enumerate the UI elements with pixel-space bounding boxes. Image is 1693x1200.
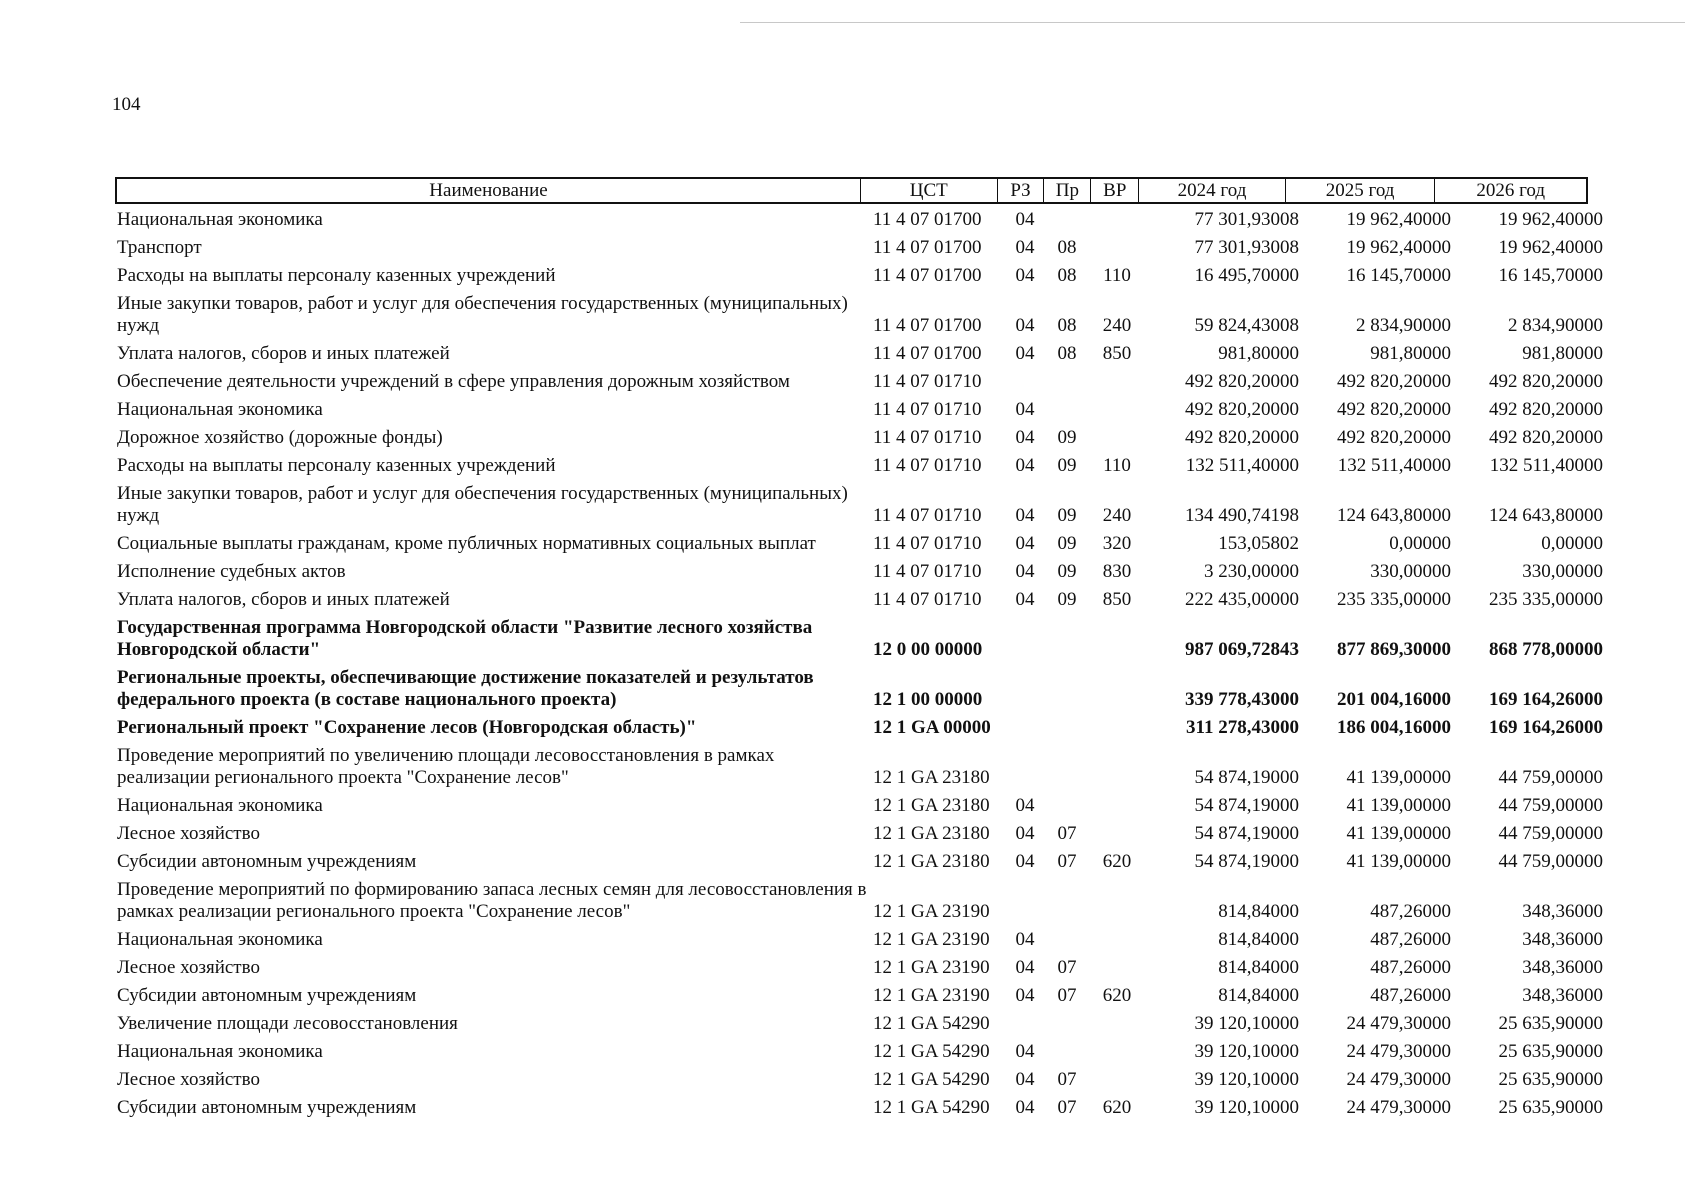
table-row — [115, 452, 1605, 480]
table-row — [115, 530, 1605, 558]
row-value-2024: 77 301,93008 — [1194, 237, 1299, 258]
header-vr: ВР — [1091, 179, 1139, 202]
row-value-2025: 487,26000 — [1370, 929, 1451, 950]
row-cst: 12 1 GA 23190 — [873, 929, 990, 950]
row-name: Субсидии автономным учреждениям — [117, 851, 417, 872]
row-cst: 12 1 GA 23190 — [873, 985, 990, 1006]
row-name: Национальная экономика — [117, 1041, 323, 1062]
row-name: Уплата налогов, сборов и иных платежей — [117, 343, 450, 364]
row-pr: 09 — [1057, 427, 1077, 448]
row-value-2026: 19 962,40000 — [1498, 237, 1603, 258]
row-cst: 11 4 07 01710 — [873, 505, 982, 526]
row-name: Исполнение судебных актов — [117, 561, 346, 582]
row-name: Иные закупки товаров, работ и услуг для обеспечения государственных (муниципальных) нужд — [117, 483, 848, 526]
row-value-2024: 132 511,40000 — [1185, 455, 1299, 476]
row-value-2026: 25 635,90000 — [1498, 1097, 1603, 1118]
row-value-2025: 24 479,30000 — [1346, 1013, 1451, 1034]
row-value-2026: 0,00000 — [1541, 533, 1603, 554]
row-value-2024: 222 435,00000 — [1185, 589, 1299, 610]
row-rz: 04 — [1015, 957, 1035, 978]
row-rz: 04 — [1015, 851, 1035, 872]
row-value-2025: 2 834,90000 — [1356, 315, 1451, 336]
row-value-2025: 19 962,40000 — [1346, 209, 1451, 230]
row-value-2024: 311 278,43000 — [1186, 717, 1299, 738]
row-value-2026: 25 635,90000 — [1498, 1041, 1603, 1062]
row-name: Социальные выплаты гражданам, кроме публичных нормативных социальных выплат — [117, 533, 816, 554]
row-value-2026: 330,00000 — [1522, 561, 1603, 582]
row-cst: 12 1 GA 00000 — [873, 717, 991, 738]
row-rz: 04 — [1015, 1041, 1035, 1062]
row-value-2024: 814,84000 — [1218, 957, 1299, 978]
header-name: Наименование — [117, 179, 861, 202]
row-value-2025: 981,80000 — [1370, 343, 1451, 364]
row-value-2025: 41 139,00000 — [1346, 823, 1451, 844]
row-pr: 08 — [1057, 237, 1077, 258]
row-value-2024: 492 820,20000 — [1185, 427, 1299, 448]
row-value-2026: 44 759,00000 — [1498, 767, 1603, 788]
row-value-2025: 24 479,30000 — [1346, 1069, 1451, 1090]
table-row — [115, 396, 1605, 424]
table-row — [115, 1038, 1605, 1066]
row-rz: 04 — [1015, 237, 1035, 258]
row-cst: 11 4 07 01710 — [873, 399, 982, 420]
row-value-2026: 44 759,00000 — [1498, 851, 1603, 872]
row-value-2025: 492 820,20000 — [1337, 371, 1451, 392]
row-name: Государственная программа Новгородской области "Развитие лесного хозяйства Новгородской области" — [117, 617, 813, 660]
header-cst: ЦСТ — [861, 179, 998, 202]
row-vr: 850 — [1102, 343, 1132, 364]
row-vr: 240 — [1102, 505, 1132, 526]
row-pr: 09 — [1057, 589, 1077, 610]
row-name: Увеличение площади лесовосстановления — [117, 1013, 458, 1034]
row-value-2025: 16 145,70000 — [1346, 265, 1451, 286]
row-rz: 04 — [1015, 505, 1035, 526]
row-cst: 11 4 07 01700 — [873, 209, 982, 230]
row-cst: 11 4 07 01710 — [873, 371, 982, 392]
row-cst: 12 0 00 00000 — [873, 639, 983, 660]
row-value-2025: 186 004,16000 — [1337, 717, 1451, 738]
row-pr: 09 — [1057, 533, 1077, 554]
row-value-2024: 54 874,19000 — [1194, 851, 1299, 872]
row-name: Лесное хозяйство — [117, 1069, 260, 1090]
row-value-2025: 0,00000 — [1389, 533, 1451, 554]
row-value-2026: 348,36000 — [1522, 901, 1603, 922]
row-value-2025: 487,26000 — [1370, 901, 1451, 922]
row-value-2024: 814,84000 — [1218, 985, 1299, 1006]
row-rz: 04 — [1015, 455, 1035, 476]
row-value-2025: 487,26000 — [1370, 957, 1451, 978]
table-row — [115, 206, 1605, 234]
row-value-2025: 124 643,80000 — [1337, 505, 1451, 526]
table-row — [115, 792, 1605, 820]
row-value-2026: 235 335,00000 — [1489, 589, 1603, 610]
row-value-2025: 492 820,20000 — [1337, 399, 1451, 420]
row-cst: 11 4 07 01700 — [873, 315, 982, 336]
row-name: Транспорт — [117, 237, 202, 258]
row-rz: 04 — [1015, 265, 1035, 286]
row-value-2026: 348,36000 — [1522, 957, 1603, 978]
table-row — [115, 664, 1605, 714]
row-name: Дорожное хозяйство (дорожные фонды) — [117, 427, 443, 448]
row-value-2024: 987 069,72843 — [1185, 639, 1299, 660]
row-value-2025: 24 479,30000 — [1346, 1041, 1451, 1062]
row-value-2026: 868 778,00000 — [1489, 639, 1603, 660]
row-value-2025: 41 139,00000 — [1346, 767, 1451, 788]
row-rz: 04 — [1015, 823, 1035, 844]
row-cst: 11 4 07 01710 — [873, 561, 982, 582]
row-value-2026: 492 820,20000 — [1489, 427, 1603, 448]
row-cst: 11 4 07 01710 — [873, 589, 982, 610]
row-rz: 04 — [1015, 533, 1035, 554]
table-row — [115, 424, 1605, 452]
row-value-2024: 492 820,20000 — [1185, 371, 1299, 392]
row-value-2024: 54 874,19000 — [1194, 795, 1299, 816]
row-pr: 07 — [1057, 985, 1077, 1006]
row-rz: 04 — [1015, 929, 1035, 950]
table-row — [115, 876, 1605, 926]
row-rz: 04 — [1015, 561, 1035, 582]
row-name: Лесное хозяйство — [117, 957, 260, 978]
row-name: Региональные проекты, обеспечивающие достижение показателей и результатов федерального проекта (в составе национального проекта) — [117, 667, 814, 710]
table-row — [115, 742, 1605, 792]
row-value-2024: 59 824,43008 — [1194, 315, 1299, 336]
header-rz: РЗ — [998, 179, 1045, 202]
row-name: Национальная экономика — [117, 795, 323, 816]
row-name: Национальная экономика — [117, 929, 323, 950]
row-vr: 830 — [1102, 561, 1132, 582]
row-value-2024: 77 301,93008 — [1194, 209, 1299, 230]
row-value-2025: 235 335,00000 — [1337, 589, 1451, 610]
row-cst: 12 1 GA 54290 — [873, 1097, 990, 1118]
row-vr: 850 — [1102, 589, 1132, 610]
row-name: Региональный проект "Сохранение лесов (Новгородская область)" — [117, 717, 697, 738]
row-cst: 12 1 GA 23180 — [873, 767, 990, 788]
row-cst: 12 1 GA 23180 — [873, 823, 990, 844]
table-row — [115, 820, 1605, 848]
table-row — [115, 290, 1605, 340]
row-rz: 04 — [1015, 985, 1035, 1006]
row-name: Субсидии автономным учреждениям — [117, 985, 417, 1006]
row-cst: 11 4 07 01700 — [873, 237, 982, 258]
row-value-2024: 39 120,10000 — [1194, 1097, 1299, 1118]
row-pr: 08 — [1057, 343, 1077, 364]
row-name: Национальная экономика — [117, 399, 323, 420]
row-rz: 04 — [1015, 315, 1035, 336]
row-name: Лесное хозяйство — [117, 823, 260, 844]
row-value-2026: 25 635,90000 — [1498, 1069, 1603, 1090]
row-pr: 08 — [1057, 315, 1077, 336]
row-vr: 110 — [1103, 265, 1131, 286]
row-value-2024: 3 230,00000 — [1204, 561, 1299, 582]
row-value-2026: 2 834,90000 — [1508, 315, 1603, 336]
table-row — [115, 262, 1605, 290]
row-cst: 11 4 07 01710 — [873, 533, 982, 554]
row-cst: 12 1 GA 54290 — [873, 1041, 990, 1062]
row-cst: 11 4 07 01710 — [873, 455, 982, 476]
row-pr: 09 — [1057, 561, 1077, 582]
row-pr: 09 — [1057, 505, 1077, 526]
table-row — [115, 614, 1605, 664]
row-value-2024: 54 874,19000 — [1194, 767, 1299, 788]
row-value-2026: 169 164,26000 — [1489, 717, 1603, 738]
row-cst: 11 4 07 01700 — [873, 265, 982, 286]
row-value-2026: 348,36000 — [1522, 985, 1603, 1006]
row-value-2025: 492 820,20000 — [1337, 427, 1451, 448]
header-2026: 2026 год — [1476, 180, 1546, 201]
row-vr: 240 — [1102, 315, 1132, 336]
row-value-2024: 39 120,10000 — [1194, 1041, 1299, 1062]
row-value-2025: 877 869,30000 — [1337, 639, 1451, 660]
table-row — [115, 848, 1605, 876]
row-name: Расходы на выплаты персоналу казенных учреждений — [117, 265, 556, 286]
table-row — [115, 954, 1605, 982]
row-rz: 04 — [1015, 343, 1035, 364]
row-value-2026: 124 643,80000 — [1489, 505, 1603, 526]
header-2025: 2025 год — [1286, 179, 1436, 202]
row-vr: 620 — [1102, 851, 1132, 872]
row-value-2024: 981,80000 — [1218, 343, 1299, 364]
row-value-2024: 153,05802 — [1218, 533, 1299, 554]
row-value-2025: 41 139,00000 — [1346, 795, 1451, 816]
table-row — [115, 926, 1605, 954]
row-name: Субсидии автономным учреждениям — [117, 1097, 417, 1118]
row-rz: 04 — [1015, 1097, 1035, 1118]
row-name: Расходы на выплаты персоналу казенных учреждений — [117, 455, 556, 476]
row-value-2026: 19 962,40000 — [1498, 209, 1603, 230]
row-value-2026: 44 759,00000 — [1498, 795, 1603, 816]
row-value-2024: 814,84000 — [1218, 901, 1299, 922]
top-divider-line — [740, 22, 1685, 23]
row-value-2026: 981,80000 — [1522, 343, 1603, 364]
row-cst: 12 1 GA 54290 — [873, 1013, 990, 1034]
table-row — [115, 1094, 1605, 1122]
row-value-2025: 330,00000 — [1370, 561, 1451, 582]
row-cst: 12 1 00 00000 — [873, 689, 983, 710]
row-cst: 12 1 GA 23180 — [873, 851, 990, 872]
table-row — [115, 982, 1605, 1010]
row-pr: 08 — [1057, 265, 1077, 286]
row-value-2025: 201 004,16000 — [1337, 689, 1451, 710]
row-vr: 620 — [1102, 985, 1132, 1006]
row-value-2024: 134 490,74198 — [1185, 505, 1299, 526]
table-row — [115, 1066, 1605, 1094]
row-vr: 620 — [1102, 1097, 1132, 1118]
row-value-2025: 19 962,40000 — [1346, 237, 1451, 258]
row-value-2025: 24 479,30000 — [1346, 1097, 1451, 1118]
row-cst: 12 1 GA 23180 — [873, 795, 990, 816]
row-value-2026: 16 145,70000 — [1498, 265, 1603, 286]
header-pr: Пр — [1044, 179, 1091, 202]
table-row — [115, 714, 1605, 742]
row-value-2024: 339 778,43000 — [1185, 689, 1299, 710]
row-rz: 04 — [1015, 1069, 1035, 1090]
row-pr: 09 — [1057, 455, 1077, 476]
header-2024: 2024 год — [1139, 179, 1286, 202]
row-value-2026: 132 511,40000 — [1489, 455, 1603, 476]
row-value-2026: 169 164,26000 — [1489, 689, 1603, 710]
row-name: Уплата налогов, сборов и иных платежей — [117, 589, 450, 610]
table-row — [115, 340, 1605, 368]
row-value-2024: 39 120,10000 — [1194, 1013, 1299, 1034]
page-number: 104 — [112, 94, 141, 115]
table-header — [115, 177, 1588, 204]
row-cst: 12 1 GA 23190 — [873, 901, 990, 922]
row-rz: 04 — [1015, 209, 1035, 230]
row-value-2025: 132 511,40000 — [1337, 455, 1451, 476]
row-cst: 11 4 07 01710 — [873, 427, 982, 448]
row-rz: 04 — [1015, 427, 1035, 448]
row-name: Обеспечение деятельности учреждений в сфере управления дорожным хозяйством — [117, 371, 790, 392]
row-rz: 04 — [1015, 399, 1035, 420]
row-name: Иные закупки товаров, работ и услуг для обеспечения государственных (муниципальных) нужд — [117, 293, 848, 336]
row-cst: 12 1 GA 23190 — [873, 957, 990, 978]
row-vr: 110 — [1103, 455, 1131, 476]
row-name: Проведение мероприятий по увеличению площади лесовосстановления в рамках реализации регионального проекта "Сохранение лесов" — [117, 745, 775, 788]
table-row — [115, 234, 1605, 262]
row-value-2026: 492 820,20000 — [1489, 371, 1603, 392]
row-value-2024: 39 120,10000 — [1194, 1069, 1299, 1090]
row-pr: 07 — [1057, 851, 1077, 872]
row-name: Проведение мероприятий по формированию запаса лесных семян для лесовосстановления в рамках реализации регионального проекта "Сохранение лесов" — [117, 879, 867, 922]
table-row — [115, 586, 1605, 614]
table-row — [115, 558, 1605, 586]
row-value-2024: 814,84000 — [1218, 929, 1299, 950]
row-rz: 04 — [1015, 795, 1035, 816]
row-pr: 07 — [1057, 1097, 1077, 1118]
row-value-2025: 41 139,00000 — [1346, 851, 1451, 872]
row-value-2024: 54 874,19000 — [1194, 823, 1299, 844]
row-value-2025: 487,26000 — [1370, 985, 1451, 1006]
table-row — [115, 480, 1605, 530]
row-rz: 04 — [1015, 589, 1035, 610]
row-value-2026: 492 820,20000 — [1489, 399, 1603, 420]
row-value-2026: 25 635,90000 — [1498, 1013, 1603, 1034]
row-pr: 07 — [1057, 823, 1077, 844]
table-row — [115, 368, 1605, 396]
row-name: Национальная экономика — [117, 209, 323, 230]
row-value-2024: 16 495,70000 — [1194, 265, 1299, 286]
table-body — [115, 206, 1605, 1122]
row-cst: 12 1 GA 54290 — [873, 1069, 990, 1090]
row-value-2026: 348,36000 — [1522, 929, 1603, 950]
row-cst: 11 4 07 01700 — [873, 343, 982, 364]
row-pr: 07 — [1057, 1069, 1077, 1090]
row-vr: 320 — [1102, 533, 1132, 554]
row-pr: 07 — [1057, 957, 1077, 978]
table-row — [115, 1010, 1605, 1038]
row-value-2024: 492 820,20000 — [1185, 399, 1299, 420]
row-value-2026: 44 759,00000 — [1498, 823, 1603, 844]
